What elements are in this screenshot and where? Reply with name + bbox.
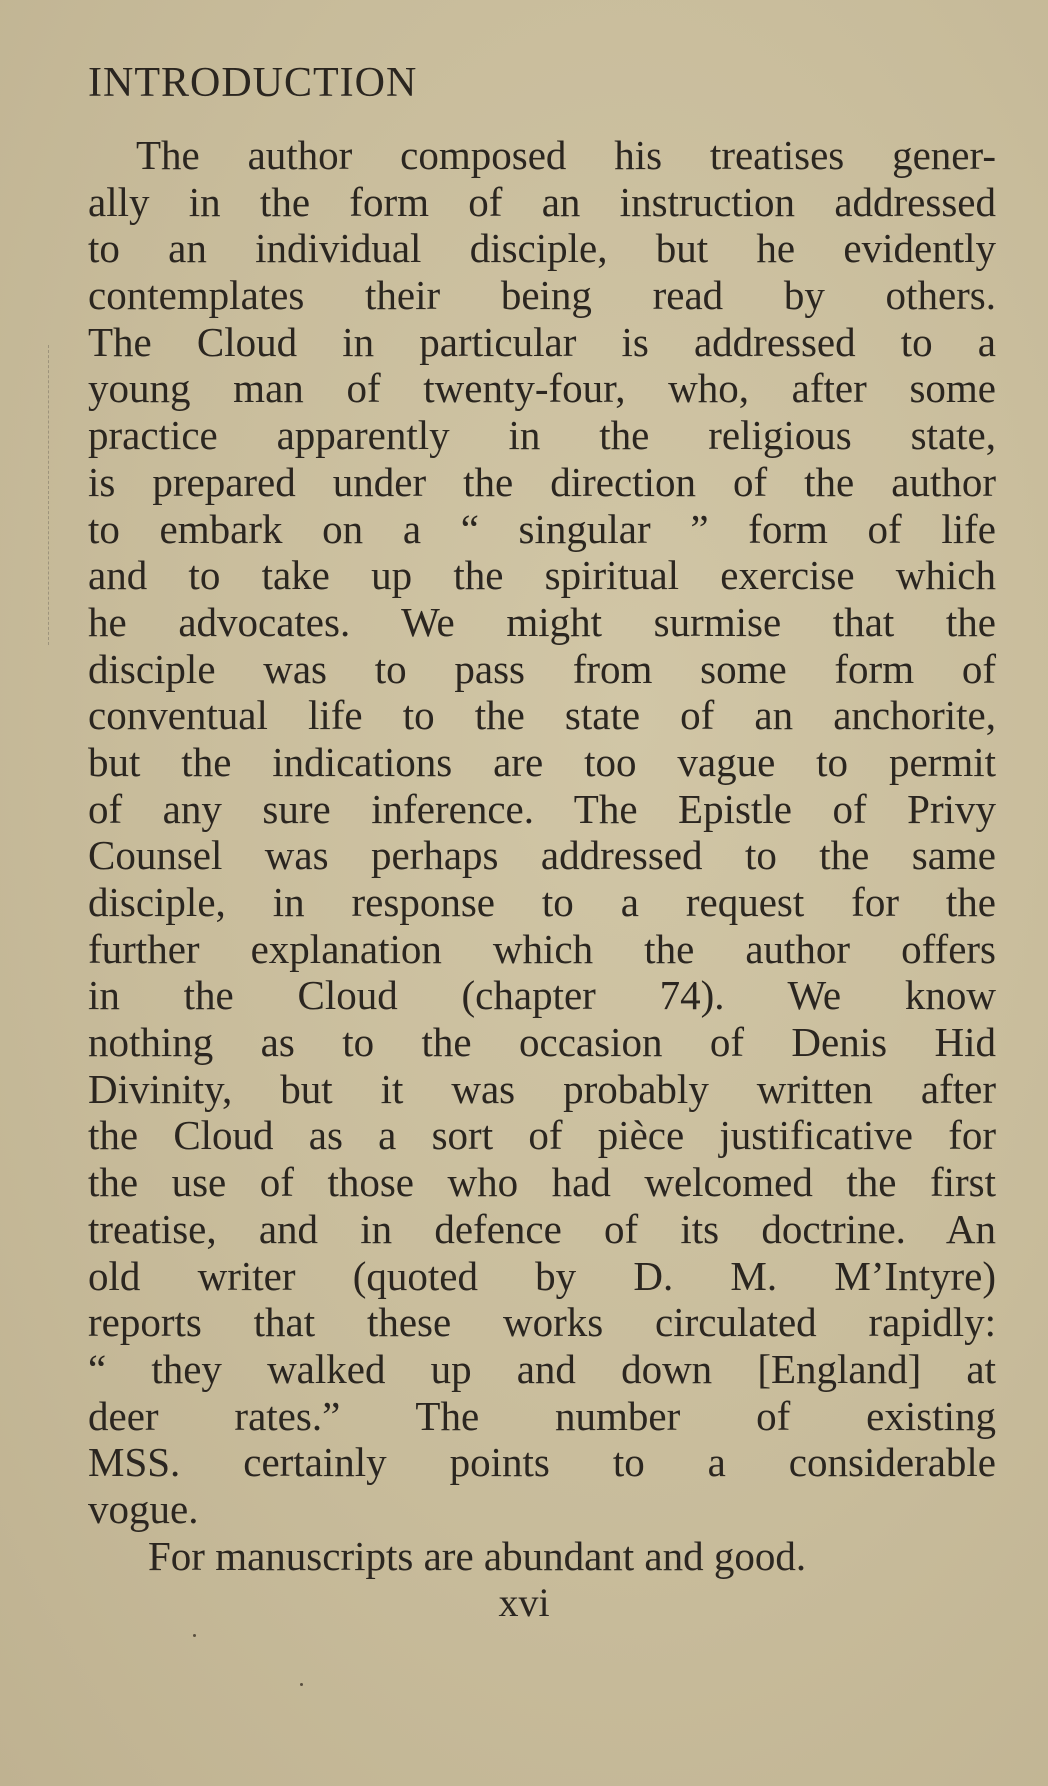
text-line: disciple, in response to a request for the (88, 879, 996, 925)
text-line: treatise, and in defence of its doctrine. An (88, 1205, 996, 1252)
text-line: is prepared under the direction of the author (88, 458, 996, 505)
text-line: the Cloud as a sort of pièce justificative for (88, 1112, 996, 1159)
text-line: young man of twenty-four, who, after some (88, 365, 996, 412)
text-line: practice apparently in the religious state, (88, 412, 996, 459)
text-line: MSS. certainly points to a considerable (88, 1439, 996, 1486)
text-line: to an individual disciple, but he evidently (88, 225, 996, 272)
text-line: of any sure inference. The Epistle of Privy (88, 785, 996, 832)
text-line: in the Cloud (chapter 74). We know (88, 972, 996, 1019)
text-line: vogue. (88, 1485, 199, 1532)
text-line: old writer (quoted by D. M. M’Intyre) (88, 1252, 996, 1299)
body-text (88, 132, 996, 1579)
text-line: ally in the form of an instruction addressed (88, 178, 996, 225)
text-line: Counsel was perhaps addressed to the same (88, 832, 996, 879)
text-line: For manuscripts are abundant and good. (148, 1532, 807, 1579)
text-line: The author composed his treatises gener- (136, 132, 996, 178)
text-line: reports that these works circulated rapidly: (88, 1299, 996, 1346)
text-line: he advocates. We might surmise that the (88, 598, 996, 645)
running-header: INTRODUCTION (88, 60, 418, 106)
text-line: nothing as to the occasion of Denis Hid (88, 1019, 996, 1066)
text-line: “ they walked up and down [England] at (88, 1345, 996, 1392)
paper-speck (193, 1634, 196, 1637)
paper-speck (300, 1683, 303, 1686)
text-line: Divinity, but it was probably written after (88, 1065, 996, 1112)
text-line: conventual life to the state of an anchorite, (88, 692, 996, 739)
text-line: contemplates their being read by others. (88, 272, 996, 319)
text-line: deer rates.” The number of existing (88, 1392, 996, 1439)
text-line: but the indications are too vague to permit (88, 738, 996, 785)
text-line: the use of those who had welcomed the first (88, 1159, 996, 1206)
page-number: xvi (498, 1580, 550, 1625)
margin-pencil-mark (48, 345, 51, 645)
text-line: and to take up the spiritual exercise which (88, 552, 996, 599)
text-line: The Cloud in particular is addressed to a (88, 318, 996, 365)
text-line: to embark on a “ singular ” form of life (88, 505, 996, 552)
text-line: further explanation which the author offers (88, 925, 996, 972)
text-line: disciple was to pass from some form of (88, 645, 996, 692)
